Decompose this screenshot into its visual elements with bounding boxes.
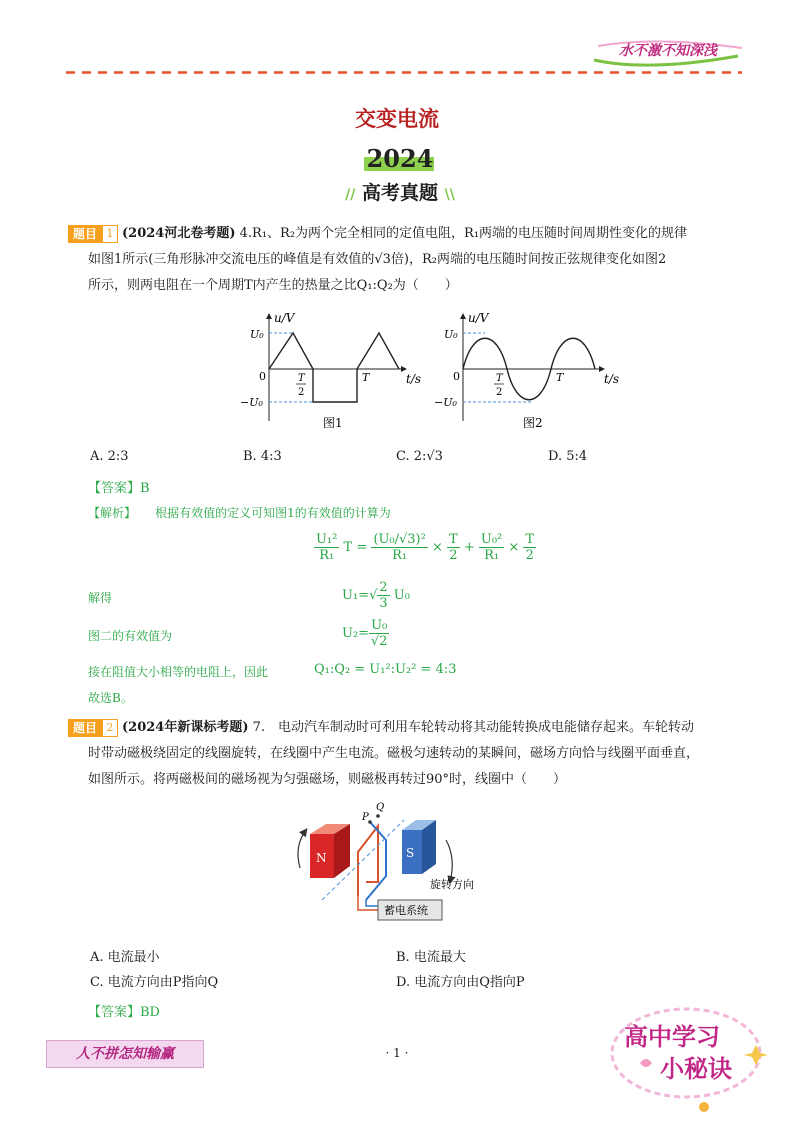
q2-text-line3: 如图所示。将两磁极间的磁场视为匀强磁场，则磁极再转过90°时，线圈中（ ）	[88, 772, 567, 787]
q1-equation-3	[342, 618, 389, 649]
q1-option-c[interactable]: C. 2:√3	[396, 449, 443, 464]
q2-option-b[interactable]: B. 电流最大	[396, 950, 466, 965]
q2-number: 2	[102, 719, 118, 737]
fig1-caption: 图1	[323, 416, 343, 430]
eq3-lhs: U₂=	[342, 626, 370, 641]
q1-answer: 【答案】B	[88, 481, 150, 496]
fig1-x-label: t/s	[406, 372, 422, 386]
section-subtitle	[330, 178, 470, 208]
q1-text-line3: 所示，则两电阻在一个周期T内产生的热量之比Q₁:Q₂为（ ）	[88, 278, 458, 293]
q2-badge: 题目	[68, 719, 102, 737]
fig1-half-num: T	[298, 373, 305, 384]
subtitle-text: 高考真题	[361, 182, 438, 204]
eq1-times-1: ×	[431, 540, 448, 555]
q1-conclude-label: 接在阻值大小相等的电阻上，因此	[88, 665, 269, 679]
q1-final: 故选B。	[88, 691, 133, 705]
q1-option-a[interactable]: A. 2:3	[90, 449, 129, 464]
fig1-negative-pulse	[313, 369, 357, 402]
eq2-tail: U₀	[393, 588, 410, 603]
q1-option-b[interactable]: B. 4:3	[243, 449, 282, 464]
q1-analysis-label: 【解析】	[88, 506, 137, 520]
year-heading	[360, 142, 440, 178]
q1-equation-1	[314, 532, 536, 563]
coil-wire-2	[366, 822, 386, 900]
fig1-u0-label: U₀	[250, 328, 264, 341]
eq1-plus: +	[463, 540, 475, 555]
slash-left: //	[345, 187, 356, 203]
rotation-arrow-left	[298, 830, 306, 868]
eq1-half-num-2: T	[525, 532, 535, 547]
q1-text-line1: 4.R₁、R₂为两个完全相同的定值电阻，R₁两端的电压随时间周期性变化的规律	[239, 226, 688, 241]
q1-equation-4: Q₁:Q₂ = U₁²:U₂² = 4:3	[314, 662, 457, 677]
eq1-lhs-den: R₁	[319, 548, 335, 563]
eq1-term2-den: R₁	[484, 548, 500, 563]
label-rotation: 旋转方向	[430, 878, 474, 891]
q2-text-line2: 时带动磁极绕固定的线圈旋转，在线圈中产生电流。磁极匀速转动的某瞬间，磁场方向恰与线圈平面垂直，	[88, 746, 700, 761]
footer-motto: 人不拼怎知输赢	[46, 1040, 204, 1068]
q2-option-d[interactable]: D. 电流方向由Q指向P	[396, 975, 525, 990]
svg-text:N: N	[316, 851, 327, 865]
fig2-half-num: T	[496, 373, 503, 384]
eq1-term2-num: U₀²	[480, 532, 503, 547]
eq3-num: U₀	[371, 618, 388, 633]
fig1-t-label: T	[362, 371, 370, 384]
fig1-triangle-2	[357, 333, 399, 369]
q2-option-a[interactable]: A. 电流最小	[90, 950, 160, 965]
q1-badge: 题目	[68, 225, 102, 243]
logo-line-1: 高中学习	[624, 1023, 720, 1051]
year-text: 2024	[366, 144, 434, 173]
magnet-north	[310, 824, 350, 878]
fig2-caption: 图2	[523, 416, 543, 430]
eq1-t: T =	[343, 540, 368, 555]
q1-text-line2: 如图1所示(三角形脉冲交流电压的峰值是有效值的√3倍)，R₂两端的电压随时间按正弦规律变化如图2	[88, 252, 667, 267]
eq1-half-num-1: T	[449, 532, 458, 547]
fig1-origin-label: 0	[259, 370, 266, 383]
svg-text:S: S	[406, 846, 415, 860]
q1-option-d[interactable]: D. 5:4	[548, 449, 588, 464]
fig2-t-label: T	[556, 371, 564, 384]
eq1-times-2: ×	[508, 540, 524, 555]
fig2-u0-label: U₀	[444, 328, 458, 341]
eq1-half-den-2: 2	[525, 548, 534, 563]
eq1-lhs-num: U₁²	[316, 532, 338, 547]
q1-figure-2	[430, 306, 626, 436]
header-motto: 水不激不知深浅	[588, 36, 748, 70]
q2-figure-generator	[286, 800, 512, 928]
eq1-term1-den: R₁	[392, 548, 408, 563]
q1-source: (2024河北卷考题)	[122, 226, 236, 241]
fig1-triangle-1	[269, 333, 313, 369]
star-dot-icon	[699, 1102, 709, 1112]
coil-wire	[358, 826, 378, 896]
fig2-neg-u0-label: −U₀	[434, 396, 457, 409]
fig2-origin-label: 0	[453, 370, 460, 383]
q1-figure-1	[236, 306, 426, 436]
label-q: Q	[376, 802, 385, 813]
slash-right: \\	[444, 187, 455, 203]
q1-equation-2: U₁=√ $\frac{2}{3}$ U₀	[342, 580, 410, 611]
eq2-lhs: U₁=	[342, 588, 370, 603]
q1-header-line	[68, 224, 687, 244]
q1-fig2-label: 图二的有效值为	[88, 629, 173, 643]
eq1-term1-num: (U₀/√3)²	[373, 532, 426, 547]
q2-source: (2024年新课标考题)	[122, 720, 249, 735]
q2-option-c[interactable]: C. 电流方向由P指向Q	[90, 975, 219, 990]
q1-analysis-text: 根据有效值的定义可知图1的有效值的计算为	[155, 506, 391, 520]
logo-badge	[606, 1005, 776, 1115]
page-title: 交变电流	[355, 107, 439, 131]
q2-header-line	[68, 718, 694, 738]
fig1-neg-u0-label: −U₀	[240, 396, 263, 409]
q1-analysis	[88, 504, 391, 521]
eq3-den: √2	[370, 634, 388, 649]
fig2-half-den: 2	[496, 387, 503, 398]
magnet-south	[402, 820, 436, 874]
rotation-arrow-right	[446, 840, 452, 882]
eq1-half-den-1: 2	[449, 548, 458, 563]
fig1-half-den: 2	[298, 387, 305, 398]
fig2-y-label: u/V	[468, 311, 489, 325]
label-p: P	[362, 812, 369, 823]
logo-line-2: 小秘诀	[660, 1055, 732, 1083]
fig2-x-label: t/s	[604, 372, 620, 386]
page-number: · 1 ·	[385, 1046, 409, 1060]
fig1-y-label: u/V	[274, 311, 295, 325]
q1-solve-label: 解得	[88, 591, 113, 605]
q1-number: 1	[102, 225, 118, 243]
eq2-sqrt-den: 3	[379, 596, 388, 611]
q2-text-line1: 7. 电动汽车制动时可利用车轮转动将其动能转换成电能储存起来。车轮转动	[252, 720, 695, 735]
eq2-sqrt-num: 2	[379, 580, 388, 595]
q2-answer: 【答案】BD	[88, 1005, 160, 1020]
label-storage: 蓄电系统	[384, 904, 428, 917]
header-dashed-rule	[66, 71, 742, 74]
